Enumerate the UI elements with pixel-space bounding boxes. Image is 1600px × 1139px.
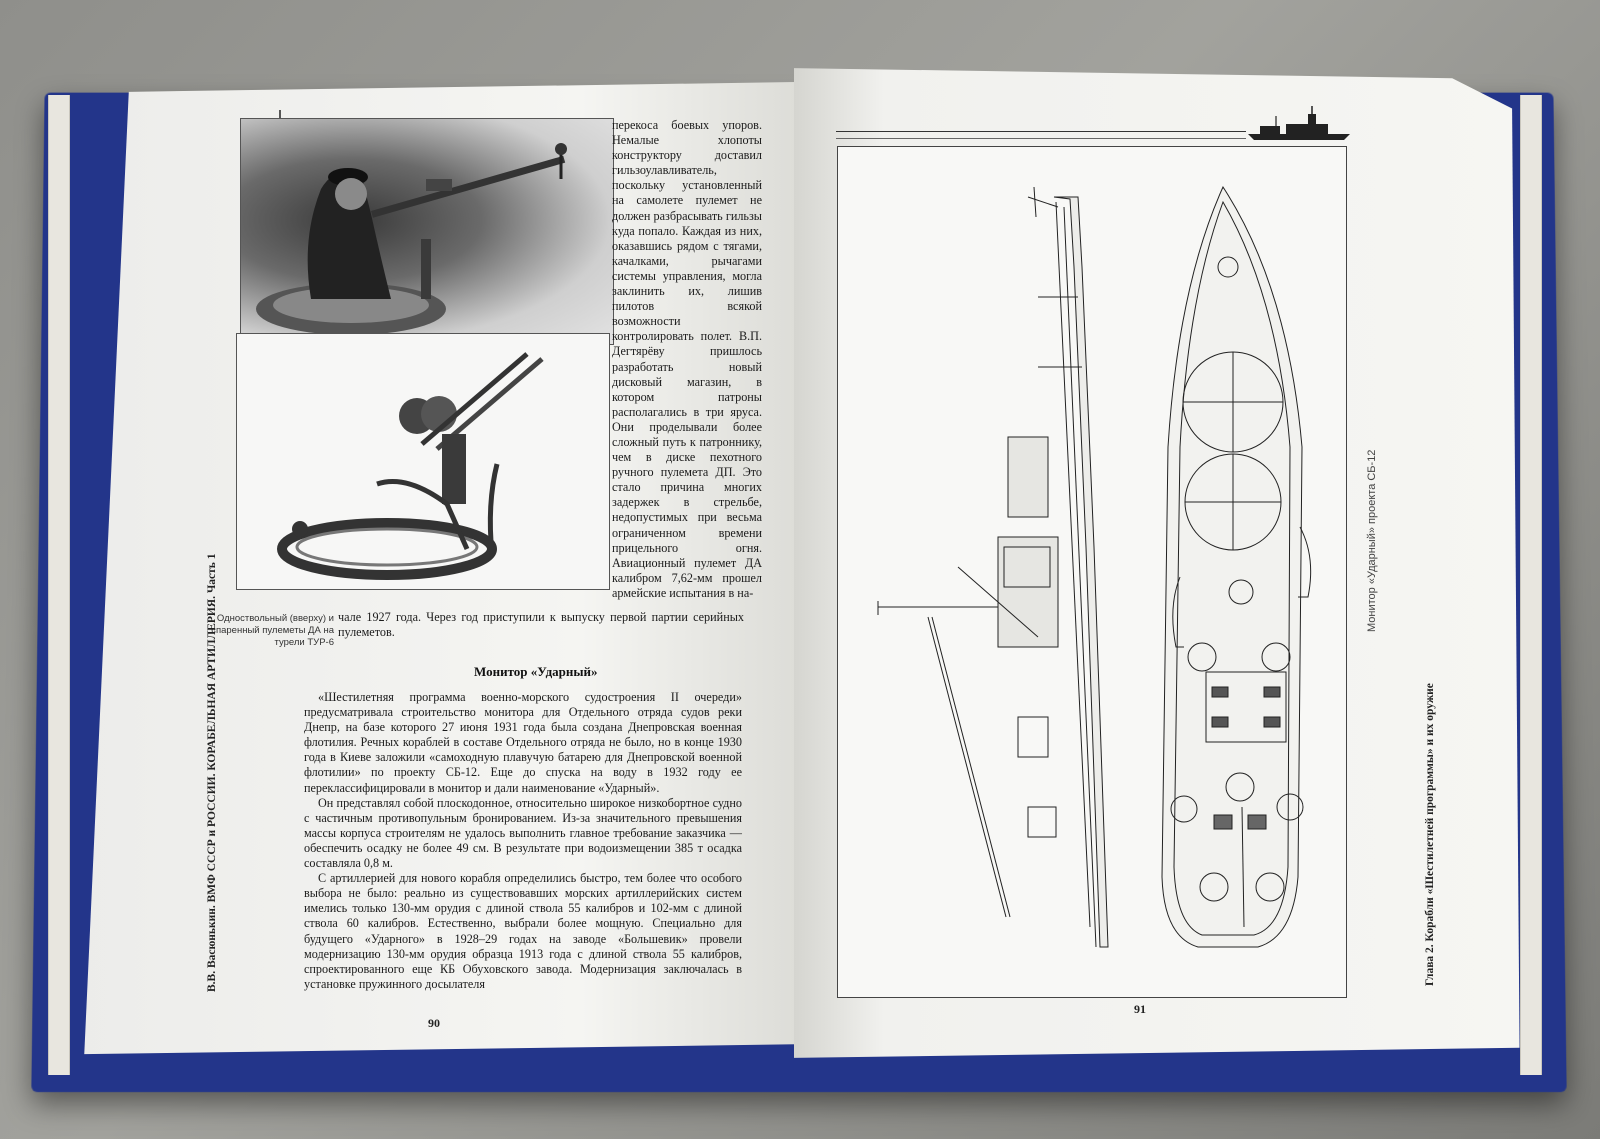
- right-page-number: 91: [1134, 1002, 1146, 1016]
- left-running-head: В.В. Васюнькин. ВМФ СССР и РОССИИ. КОРАБЕЛЬНАЯ АРТИЛЛЕРИЯ. Часть 1: [206, 553, 218, 992]
- left-page-stack-edge: [48, 95, 70, 1075]
- ship-drawing-frame: [837, 146, 1347, 998]
- continuation-text: чале 1927 года. Через год приступили к выпуску первой партии серийных пулеметов.: [338, 610, 744, 640]
- right-column-text: перекоса боевых упоров. Немалые хлопоты конструктору доставил гильзоулавливатель, поскольку установленный на самолете пулемет не должен разбрасывать гильзы куда попало. Каждая из них, оказавшись рядом с тягами, качалками, рычагами системы управления, могла заклинить их, лишив пилотов всякой возможности контролировать полет. В.П. Дегтярёву пришлось разработать новый дисковый магазин, в котором патроны располагались в три яруса. Они проделывали более сложный путь к патроннику, чем в диске пехотного ручного пулемета ДП. Это стало причина многих задержек в стрельбе, недопустимых при весьма ограниченном времени прицельного огня. Авиационный пулемет ДА калибром 7,62-мм прошел армейские испытания в на-: [612, 118, 762, 600]
- section-title: Монитор «Ударный»: [474, 664, 598, 679]
- single-machine-gun-photo: [240, 118, 614, 345]
- twin-machine-gun-photo: [236, 333, 610, 590]
- right-running-head: Глава 2. Корабли «Шестилетней программы» и их оружие: [1424, 683, 1436, 986]
- paragraph: «Шестилетняя программа военно-морского судостроения II очереди» предусматривала строительство монитора для Отдельного отряда судов реки Днепр, на базе которого 27 июня 1931 года была создана Днепровская военная флотилия. Речных кораблей в составе Отдельного отряда не было, но в конце 1930 года в Киеве заложили «самоходную плавучую батарею для Днепровской военной флотилии» по проекту СБ-12. Еще до спуска на воду в 1932 году ее переклассифицировали в монитор и дали наименование «Ударный».: [304, 690, 742, 795]
- paragraph: С артиллерией для нового корабля определились быстро, тем более что особого выбора не было: реально из существовавших морских артиллерийских систем имелись только 130-мм орудия с длиной ствола 55 калибров и 102-мм с длиной ствола 60 калибров. Естественно, выбрали более мощную. Специально для будущего «Ударного» в 1928–29 годах на заводе «Большевик» провели модернизацию 130-мм орудия образца 1913 года с длиной ствола 55 калибров, спроектированного еще КБ Обуховского завода. Модернизация заключалась в установке пружинного досылателя: [304, 871, 742, 991]
- left-page-number: 90: [428, 1016, 440, 1030]
- paragraph: Он представлял собой плоскодонное, относительно широкое низкобортное судно с частичным противопульным бронированием. Из-за значительного превышения массы корпуса строителям не удалось выполнить главное требование заказчика — обеспечить осадку не более 49 см. В результате при водоизмещении 385 т осадка составляла 0,8 м.: [304, 795, 742, 871]
- drawing-caption: Монитор «Ударный» проекта СБ-12: [1366, 449, 1378, 632]
- main-article-text: [304, 690, 742, 992]
- photo-caption: Одноствольный (вверху) и спаренный пулеметы ДА на турели ТУР-6: [211, 613, 334, 648]
- header-rule-right-bottom: [836, 138, 1246, 139]
- header-rule-right: [836, 131, 1246, 132]
- right-page-stack-edge: [1520, 95, 1542, 1075]
- header-ship-silhouette-right-icon: [1246, 104, 1356, 142]
- ship-technical-drawing: [838, 147, 1346, 997]
